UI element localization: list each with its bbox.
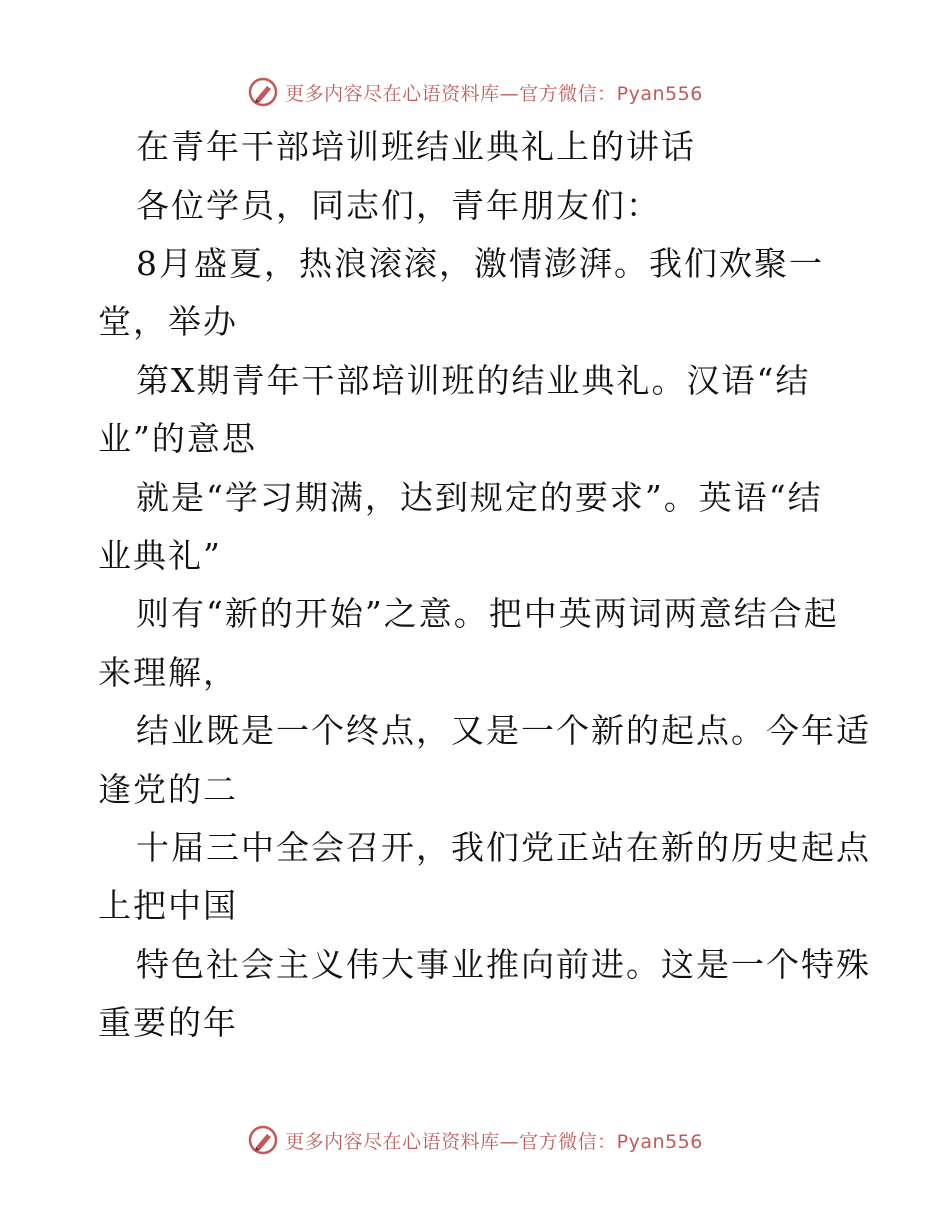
- paragraph-line: 来理解，: [98, 653, 238, 692]
- watermark-text: 更多内容尽在心语资料库—官方微信：Pyan556: [285, 82, 703, 105]
- paragraph-line: 业”的意思: [98, 419, 257, 458]
- paragraph-line: 结业既是一个终点，又是一个新的起点。今年适: [136, 711, 871, 750]
- paragraph-line: 业典礼”: [98, 536, 222, 575]
- pen-logo-icon: [247, 1124, 279, 1156]
- paragraph-line: 堂，举办: [98, 302, 238, 341]
- paragraph-line: 就是“学习期满，达到规定的要求”。英语“结: [136, 478, 823, 517]
- paragraph-line: 逢党的二: [98, 770, 238, 809]
- paragraph-line: 十届三中全会召开，我们党正站在新的历史起点: [136, 828, 871, 867]
- paragraph-line: 则有“新的开始”之意。把中英两词两意结合起: [136, 594, 839, 633]
- paragraph-line: 上把中国: [98, 886, 238, 925]
- watermark-text: 更多内容尽在心语资料库—官方微信：Pyan556: [285, 1130, 703, 1153]
- paragraph-line: 特色社会主义伟大事业推向前进。这是一个特殊: [136, 945, 871, 984]
- paragraph-line: 第X期青年干部培训班的结业典礼。汉语“结: [136, 361, 811, 400]
- paragraph-line: 重要的年: [98, 1003, 238, 1042]
- footer-watermark: [0, 1120, 950, 1160]
- document-title: 在青年干部培训班结业典礼上的讲话: [136, 127, 696, 166]
- salutation: 各位学员，同志们，青年朋友们：: [136, 186, 661, 225]
- paragraph-line: 8月盛夏，热浪滚滚，激情澎湃。我们欢聚一: [136, 244, 824, 283]
